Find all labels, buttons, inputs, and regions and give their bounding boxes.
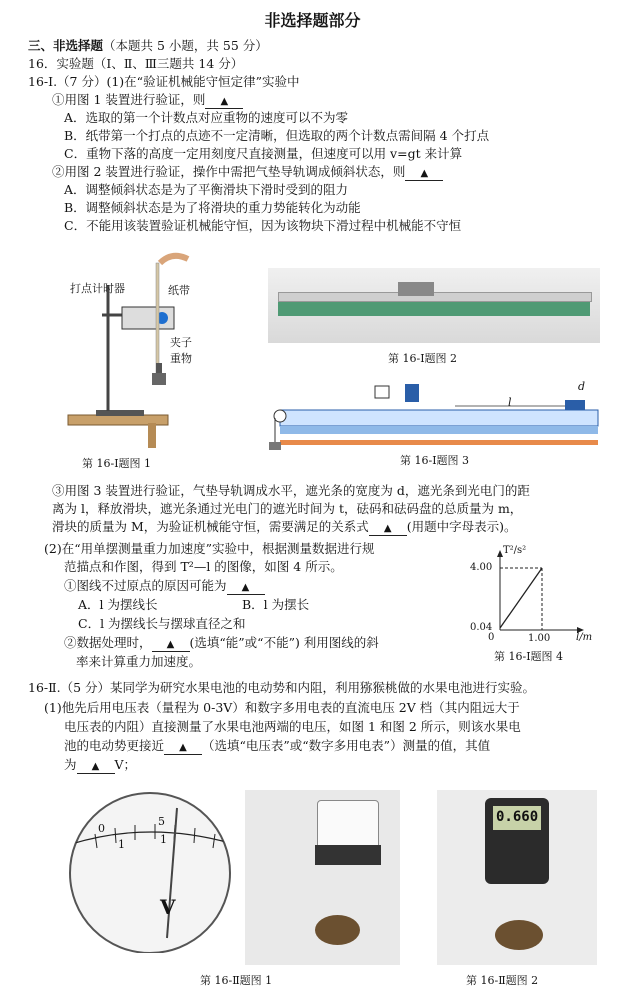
fig4-xlabel: l/m (576, 632, 593, 643)
page-title: 非选择题部分 (264, 11, 361, 30)
dial-num-1b: 1 (160, 833, 167, 846)
section-note: （本题共 5 小题，共 55 分） (103, 38, 268, 53)
dial-num-5: 5 (158, 815, 165, 828)
label-clip: 夹子 (170, 336, 192, 349)
answer-blank[interactable]: ▲ (205, 96, 243, 109)
answer-blank[interactable]: ▲ (164, 742, 202, 755)
fig4-y-top: 4.00 (470, 562, 493, 573)
q2-option-c: C．不能用该装置验证机械能守恒，因为该物块下滑过程中机械能不守恒 (64, 218, 462, 233)
q3-line-1: ③用图 3 装置进行验证，气垫导轨调成水平，遮光条的宽度为 d，遮光条到光电门的距 (52, 483, 530, 498)
p2-q1-option-b: B．l 为摆长 (242, 597, 310, 612)
p2-q1-option-c: C．l 为摆线长与摆球直径之和 (78, 616, 246, 631)
p2-q2-cont: 率来计算重力加速度。 (76, 654, 202, 669)
p2-line-2: 范描点和作图，得到 T²—l 的图像，如图 4 所示。 (64, 559, 343, 574)
section-heading (28, 38, 268, 54)
figure-1-caption: 第 16-Ⅰ题图 1 (82, 457, 152, 470)
part2-line-3: 池的电动势更接近 ▲ （选填“电压表”或“数字多用电表”）测量的值，其值 (64, 738, 491, 753)
dial-num-1: 1 (118, 838, 125, 851)
figure-3-diagram (265, 378, 603, 453)
answer-blank[interactable]: ▲ (152, 639, 190, 652)
fig4-ylabel: T²/s² (503, 545, 527, 556)
part2-head: 16-Ⅱ.（5 分）某同学为研究水果电池的电动势和内阻，利用猕猴桃做的水果电池进行实验。 (28, 680, 536, 695)
dial-unit: V (160, 895, 176, 919)
dial-num-0: 0 (98, 822, 105, 835)
multimeter-display: 0.660 (496, 809, 539, 825)
label-l: l (508, 396, 512, 409)
part1-q2: ②用图 2 装置进行验证，操作中需把气垫导轨调成倾斜状态，则 ▲ (52, 164, 443, 181)
label-weight: 重物 (170, 352, 192, 365)
q1-option-c: C．重物下落的高度一定用刻度尺直接测量，但速度可以用 v=gt 来计算 (64, 146, 463, 161)
figure-4-caption: 第 16-Ⅰ题图 4 (494, 650, 564, 663)
figure-3-caption: 第 16-Ⅰ题图 3 (400, 454, 470, 467)
part2-line-2: 电压表的内阻）直接测量了水果电池两端的电压，如图 1 和图 2 所示，则该水果电 (64, 719, 521, 734)
figure-2-photo (268, 268, 600, 343)
q3-line-3: 滑块的质量为 M，为验证机械能守恒，需要满足的关系式 ▲ (用题中字母表示)。 (52, 519, 517, 534)
p2-q1-option-a: A．l 为摆线长 (78, 597, 158, 612)
label-d: d (578, 380, 586, 393)
part2-figure-2-caption: 第 16-Ⅱ题图 2 (466, 974, 539, 987)
fig4-y-bottom: 0.04 (470, 622, 493, 633)
p2-line-1: (2)在“用单摆测量重力加速度”实验中，根据测量数据进行规 (44, 541, 375, 556)
answer-blank[interactable]: ▲ (77, 761, 115, 774)
part2-figure-1-photo (245, 790, 400, 965)
q2-option-b: B．调整倾斜状态是为了将滑块的重力势能转化为动能 (64, 200, 361, 215)
section-label: 三、非选择题 (28, 38, 104, 53)
p2-q1: ①图线不过原点的原因可能为 ▲ (64, 578, 265, 595)
question-16-line: 16．实验题（Ⅰ、Ⅱ、Ⅲ三题共 14 分） (28, 56, 244, 71)
label-tape: 纸带 (168, 284, 190, 297)
q1-option-b: B．纸带第一个打点的点迹不一定清晰，但选取的两个计数点需间隔 4 个打点 (64, 128, 490, 143)
answer-blank[interactable]: ▲ (369, 523, 407, 536)
part2-line-1: (1)他先后用电压表（量程为 0-3V）和数字多用电表的直流电压 2V 档（其内阻远大于 (44, 700, 520, 715)
answer-blank[interactable]: ▲ (227, 582, 265, 595)
label-timer: 打点计时器 (70, 282, 125, 295)
part2-line-4: 为 ▲ V； (64, 757, 137, 772)
fig4-origin: 0 (488, 632, 495, 643)
q3-line-2: 离为 l，释放滑块，遮光条通过光电门的遮光时间为 t，砝码和砝码盘的总质量为 m， (52, 501, 523, 516)
figure-2-caption: 第 16-Ⅰ题图 2 (388, 352, 458, 365)
part1-q1: ①用图 1 装置进行验证，则 ▲ (52, 92, 243, 109)
part2-figure-1-caption: 第 16-Ⅱ题图 1 (200, 974, 273, 987)
q1-option-a: A．选取的第一个计数点对应重物的速度可以不为零 (64, 110, 349, 125)
fig4-x-tick: 1.00 (528, 633, 551, 644)
p2-q2: ②数据处理时， ▲ (选填“能”或“不能”) 利用图线的斜 (64, 635, 379, 650)
q2-option-a: A．调整倾斜状态是为了平衡滑块下滑时受到的阻力 (64, 182, 349, 197)
part2-figure-1-dial (55, 788, 245, 953)
part1-head: 16-Ⅰ.（7 分）(1)在“验证机械能守恒定律”实验中 (28, 74, 300, 89)
answer-blank[interactable]: ▲ (405, 168, 443, 181)
